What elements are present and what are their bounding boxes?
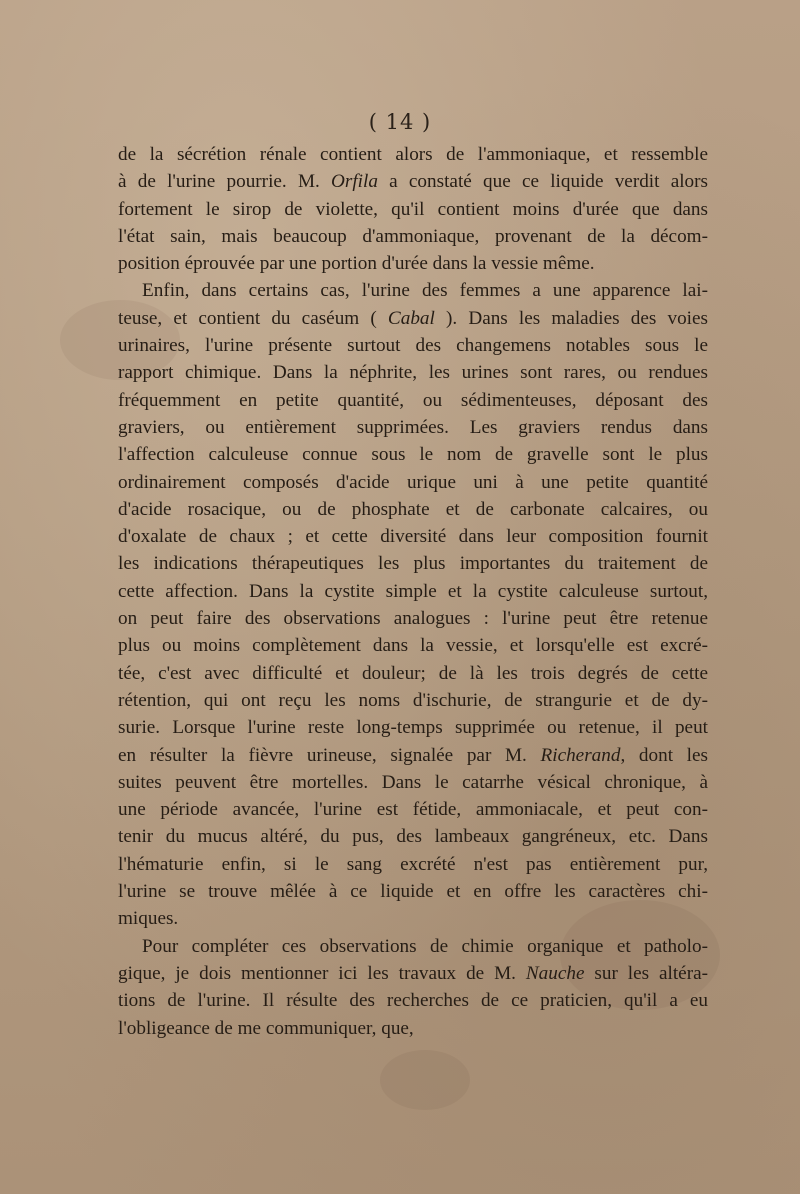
author-name: Richerand — [540, 744, 621, 766]
text-line: on peut faire des observations analogues : l'urine peut être retenue — [118, 608, 708, 630]
text-line: gique, je dois mentionner ici les travaux de M. Nauche sur les altéra- — [118, 962, 708, 984]
text-line: Pour compléter ces observations de chimie organique et patholo- — [142, 935, 708, 957]
text-line: plus ou moins complètement dans la vessie, et lorsqu'elle est excré- — [118, 635, 708, 657]
text-line: urinaires, l'urine présente surtout des changemens notables sous le — [118, 335, 708, 357]
text-line: graviers, ou entièrement supprimées. Les graviers rendus dans — [118, 416, 708, 438]
text-line: les indications thérapeutiques les plus importantes du traitement de — [118, 553, 708, 575]
text-line: l'état sain, mais beaucoup d'ammoniaque, provenant de la décom- — [118, 225, 708, 247]
text-line: suites peuvent être mortelles. Dans le catarrhe vésical chronique, à — [118, 771, 708, 793]
text-line: ordinairement composés d'acide urique uni à une petite quantité — [118, 471, 708, 493]
body-text — [118, 141, 708, 1042]
paper-stain — [380, 1050, 470, 1110]
text-line: fréquemment en petite quantité, ou sédimenteuses, déposant des — [118, 389, 708, 411]
text-line: teuse, et contient du caséum ( Cabal ). Dans les maladies des voies — [118, 307, 708, 329]
text-line: surie. Lorsque l'urine reste long-temps supprimée ou retenue, il peut — [118, 717, 708, 739]
text-line: d'oxalate de chaux ; et cette diversité dans leur composition fournit — [118, 526, 708, 548]
author-name: Nauche — [525, 962, 585, 984]
author-name: Cabal — [387, 307, 435, 329]
text-line: rapport chimique. Dans la néphrite, les urines sont rares, ou rendues — [118, 362, 708, 384]
text-line: position éprouvée par une portion d'urée dans la vessie même. — [118, 253, 595, 275]
text-line: tions de l'urine. Il résulte des recherches de ce praticien, qu'il a eu — [118, 990, 708, 1012]
text-line: à de l'urine pourrie. M. Orfila a constaté que ce liquide verdit alors — [118, 171, 708, 193]
text-line: d'acide rosacique, ou de phosphate et de carbonate calcaires, ou — [118, 498, 708, 520]
author-name: Orfila — [331, 171, 378, 193]
text-line: une période avancée, l'urine est fétide, ammoniacale, et peut con- — [118, 799, 708, 821]
text-line: fortement le sirop de violette, qu'il contient moins d'urée que dans — [118, 198, 708, 220]
text-line: de la sécrétion rénale contient alors de l'ammoniaque, et ressemble — [118, 144, 708, 165]
text-line: Enfin, dans certains cas, l'urine des femmes a une apparence lai- — [142, 280, 708, 302]
text-line: miques. — [118, 908, 179, 930]
text-line: l'affection calculeuse connue sous le nom de gravelle sont le plus — [118, 444, 708, 466]
text-line: en résulter la fièvre urineuse, signalée par M. Richerand, dont les — [118, 744, 708, 766]
text-line: rétention, qui ont reçu les noms d'ischurie, de strangurie et de dy- — [118, 689, 708, 711]
text-line: l'obligeance de me communiquer, que, — [118, 1017, 414, 1039]
text-line: cette affection. Dans la cystite simple et la cystite calculeuse surtout, — [118, 580, 708, 602]
text-line: tée, c'est avec difficulté et douleur; de là les trois degrés de cette — [118, 662, 708, 684]
page-number: ( 14 ) — [368, 110, 432, 134]
text-line: tenir du mucus altéré, du pus, des lambeaux gangréneux, etc. Dans — [118, 826, 708, 848]
text-line: l'hématurie enfin, si le sang excrété n'est pas entièrement pur, — [118, 853, 708, 875]
text-line: l'urine se trouve mêlée à ce liquide et en offre les caractères chi- — [118, 881, 708, 903]
